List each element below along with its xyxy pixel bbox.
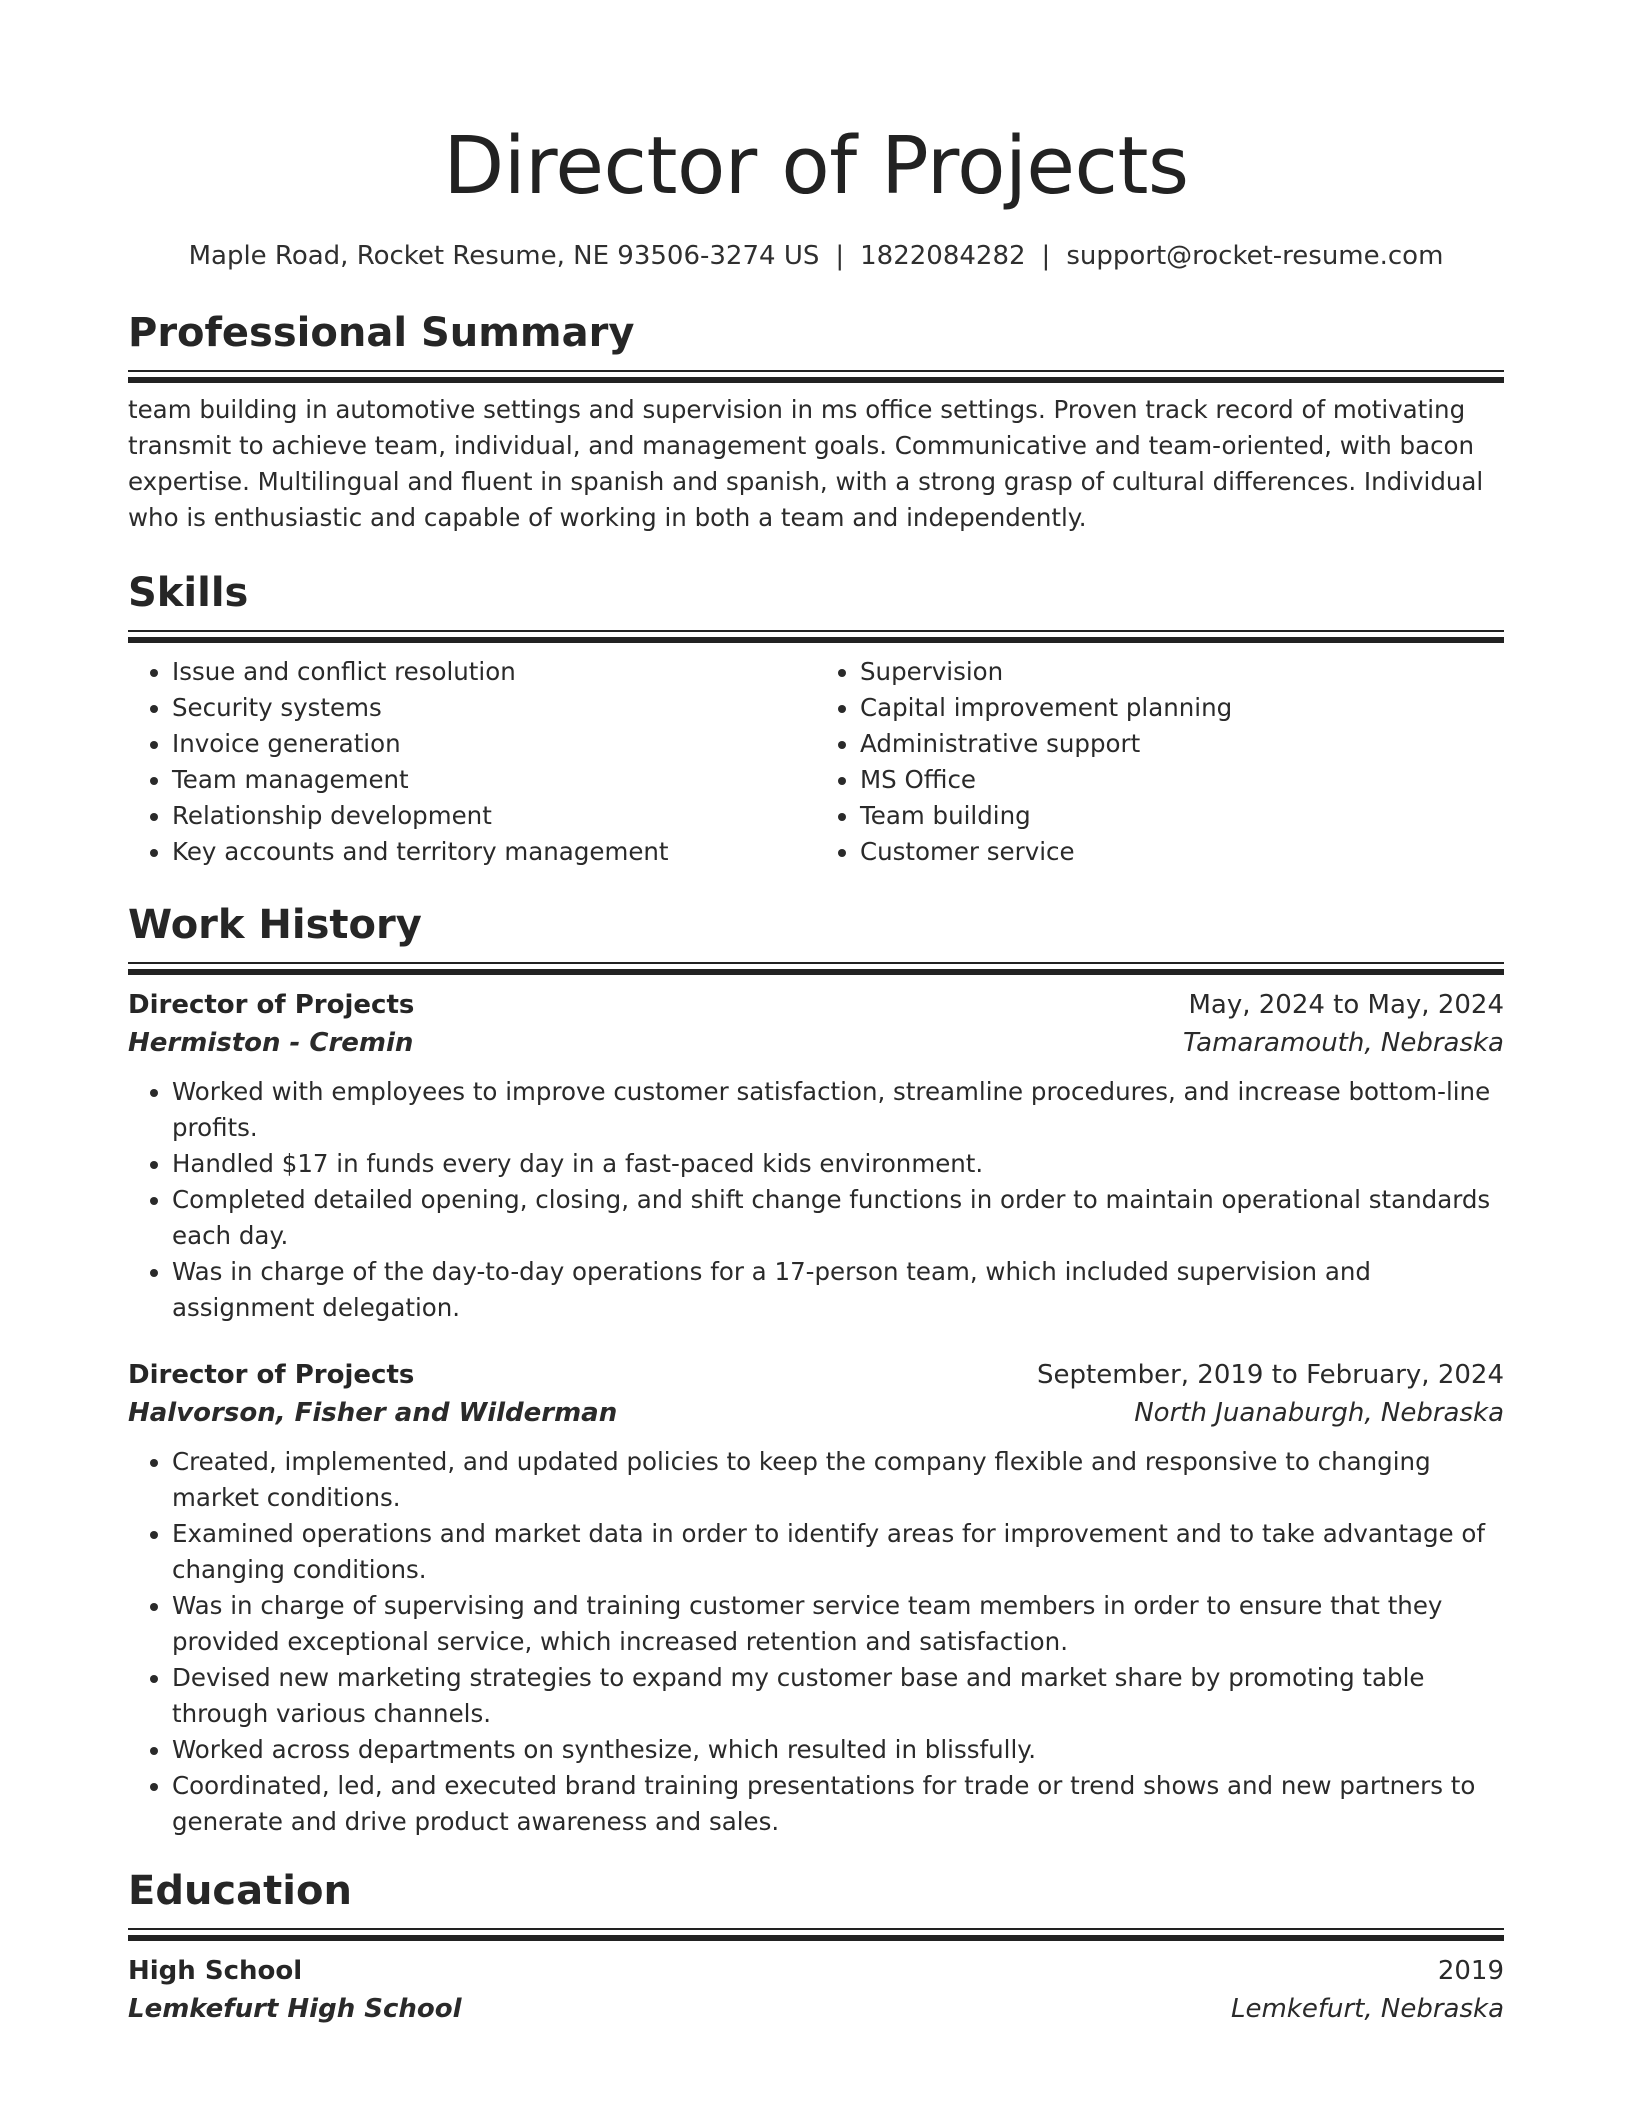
job-bullet: • Examined operations and market data in order to identify areas for improvement and to take advantage of changing conditions. [172,1516,1504,1588]
resume-name: Director of Projects [443,120,1189,212]
skills-left-list [128,654,816,870]
job-bullet: • Handled $17 in funds every day in a fast-paced kids environment. [172,1146,1504,1182]
skill-item: • Team building [860,798,1504,834]
contact-separator: | [1041,241,1051,271]
summary-heading: Professional Summary [128,310,635,356]
job-entry [128,986,1504,1326]
education-degree: High School [128,1956,303,1986]
contact-email: support@rocket-resume.com [1066,241,1444,271]
job-header [128,1356,1504,1394]
job-header [128,986,1504,1024]
section-divider [128,1928,1504,1944]
job-title: Director of Projects [128,1360,415,1390]
education-entry [128,1952,1504,2028]
job-bullet: • Completed detailed opening, closing, and shift change functions in order to maintain operational standards each day. [172,1182,1504,1254]
education-section [128,1866,1504,2028]
job-entry [128,1356,1504,1840]
job-bullet: • Was in charge of the day-to-day operations for a 17-person team, which included supervision and assignment delegation. [172,1254,1504,1326]
job-location: Tamaramouth, Nebraska [1183,1028,1504,1058]
contact-line [128,238,1504,274]
skill-item: • Customer service [860,834,1504,870]
job-bullet: • Worked with employees to improve customer satisfaction, streamline procedures, and increase bottom-line profits. [172,1074,1504,1146]
job-bullets [128,1444,1504,1840]
skill-item: • MS Office [860,762,1504,798]
skills-heading: Skills [128,570,249,616]
job-dates: September, 2019 to February, 2024 [1037,1360,1504,1390]
skill-item: • Supervision [860,654,1504,690]
education-subheader [128,1990,1504,2028]
job-bullet: • Devised new marketing strategies to expand my customer base and market share by promoting table through various channels. [172,1660,1504,1732]
section-divider [128,370,1504,386]
education-location: Lemkefurt, Nebraska [1230,1994,1504,2024]
summary-text: team building in automotive settings and supervision in ms office settings. Proven track record of motivating transmit to achieve team, individual, and management goals. Communicative and team-oriented, with bacon expertise. Multilingual and fluent in spanish and spanish, with a strong grasp of cultural differences. Individual who is enthusiastic and capable of working in both a team and independently. [128,395,1484,532]
skill-item: • Team management [172,762,816,798]
job-subheader [128,1024,1504,1062]
job-company: Halvorson, Fisher and Wilderman [128,1398,618,1428]
skill-item: • Key accounts and territory management [172,834,816,870]
education-year: 2019 [1437,1956,1504,1986]
job-bullet: • Created, implemented, and updated policies to keep the company flexible and responsive to changing market conditions. [172,1444,1504,1516]
education-school: Lemkefurt High School [128,1994,462,2024]
job-bullet: • Was in charge of supervising and training customer service team members in order to ensure that they provided exceptional service, which increased retention and satisfaction. [172,1588,1504,1660]
education-heading: Education [128,1868,352,1914]
education-header [128,1952,1504,1990]
skill-item: • Security systems [172,690,816,726]
work-heading: Work History [128,902,422,948]
summary-section [128,308,1504,536]
job-company: Hermiston - Cremin [128,1028,414,1058]
skills-columns [128,654,1504,870]
section-divider [128,630,1504,646]
job-title: Director of Projects [128,990,415,1020]
section-divider [128,962,1504,978]
contact-phone: 1822084282 [860,241,1026,271]
job-bullets [128,1074,1504,1326]
skill-item: • Administrative support [860,726,1504,762]
job-bullet: • Coordinated, led, and executed brand training presentations for trade or trend shows and new partners to generate and drive product awareness and sales. [172,1768,1504,1840]
job-dates: May, 2024 to May, 2024 [1188,990,1504,1020]
skills-right-list [816,654,1504,870]
skill-item: • Invoice generation [172,726,816,762]
skills-section [128,568,1504,870]
job-location: North Juanaburgh, Nebraska [1134,1398,1504,1428]
contact-separator: | [835,241,845,271]
contact-address: Maple Road, Rocket Resume, NE 93506-3274 US [188,241,820,271]
skill-item: • Issue and conflict resolution [172,654,816,690]
job-bullet: • Worked across departments on synthesize, which resulted in blissfully. [172,1732,1504,1768]
skill-item: • Relationship development [172,798,816,834]
job-subheader [128,1394,1504,1432]
skill-item: • Capital improvement planning [860,690,1504,726]
work-section [128,900,1504,1840]
